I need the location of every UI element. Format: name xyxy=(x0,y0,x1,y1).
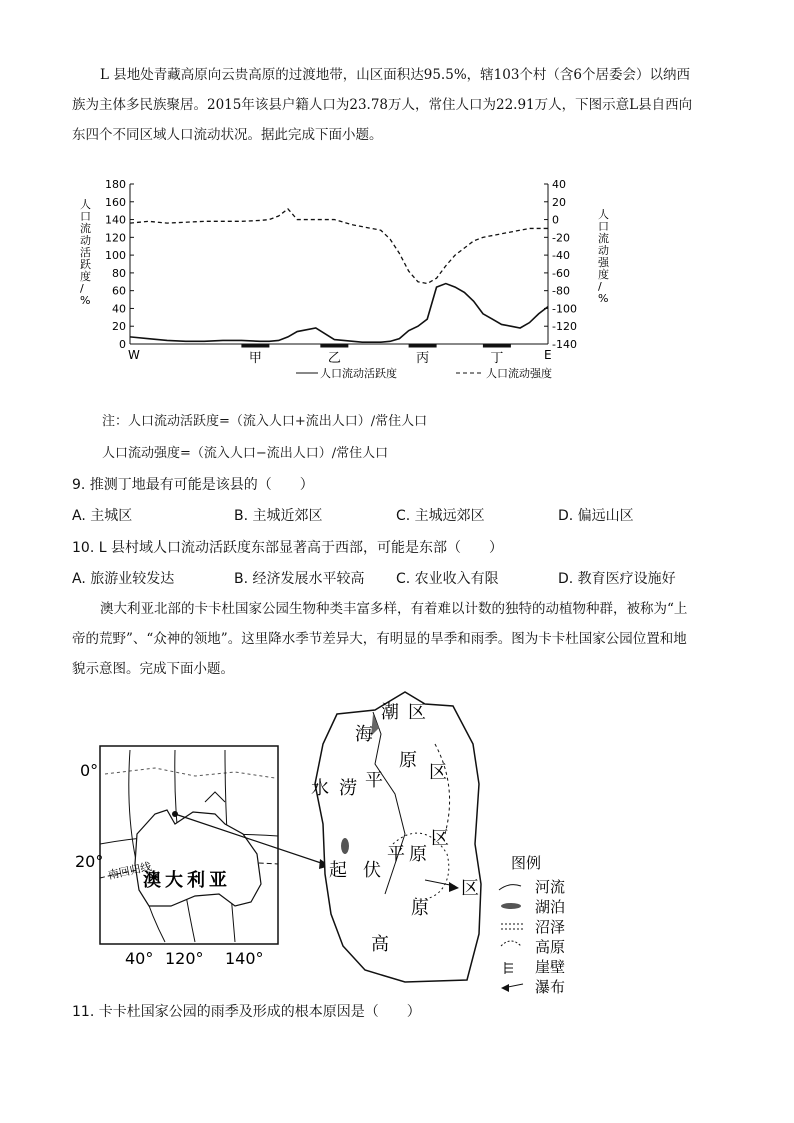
legend-dashed-label: 人口流动强度 xyxy=(486,367,552,380)
intro1-line1: L 县地处青藏高原向云贵高原的过渡地带，山区面积达95.5%，辖103个村（含6个居委会）以纳西 xyxy=(100,67,690,83)
left-tick-label: 80 xyxy=(112,266,126,280)
map-region-label: 原 xyxy=(411,898,429,919)
activity-line xyxy=(130,284,548,343)
intensity-line xyxy=(130,209,548,284)
left-tick-label: 180 xyxy=(105,178,126,191)
region-label: 甲 xyxy=(248,351,262,366)
intro-paragraph-1 xyxy=(72,60,732,150)
lon-140-label: 140° xyxy=(225,949,264,968)
right-tick-label: -100 xyxy=(552,302,577,316)
note-2: 人口流动强度=（流入人口−流出人口）/常住人口 xyxy=(102,446,389,461)
q9-option-b[interactable]: B. 主城近郊区 xyxy=(234,508,323,524)
right-tick-label: 40 xyxy=(552,178,566,191)
map-region-label: 平 xyxy=(387,844,405,865)
q9-option-c[interactable]: C. 主城远郊区 xyxy=(396,508,485,524)
right-tick-label: -80 xyxy=(552,284,570,298)
right-axis-label: 人口流动强度/ % xyxy=(598,208,609,305)
tropic-label: 南回归线 xyxy=(106,860,153,882)
lon-40-label: 40° xyxy=(125,949,154,968)
waterfall-icon xyxy=(501,984,523,992)
map-region-label: 起 xyxy=(329,860,347,881)
intro1-line3: 东四个不同区域人口流动状况。据此完成下面小题。 xyxy=(72,127,383,143)
legend-plateau: 高原 xyxy=(535,938,566,956)
q10-option-c[interactable]: C. 农业收入有限 xyxy=(396,571,499,587)
intro1-line2: 族为主体多民族聚居。2015年该县户籍人口为23.78万人，常住人口为22.91万人，下图示意L县自西向 xyxy=(72,97,693,113)
map-region-label: 区 xyxy=(429,762,447,783)
legend-lake: 湖泊 xyxy=(535,898,566,916)
note-1: 注：人口流动活跃度=（流入人口+流出人口）/常住人口 xyxy=(102,414,428,429)
left-tick-label: 0 xyxy=(119,338,126,351)
map-region-label: 区 xyxy=(431,828,449,849)
map-region-label: 潮 xyxy=(381,702,399,723)
left-tick-label: 160 xyxy=(105,195,126,209)
right-tick-label: -140 xyxy=(552,338,577,351)
intro2-line2: 帝的荒野”、“众神的领地”。这里降水季节差异大，有明显的旱季和雨季。图为卡卡杜国家公园位置和地 xyxy=(72,631,687,647)
map-region-label: 海 xyxy=(355,724,373,745)
legend-river: 河流 xyxy=(535,878,566,896)
legend-swamp: 沼泽 xyxy=(535,918,566,936)
lat-0-label: 0° xyxy=(80,761,99,780)
intro-paragraph-2 xyxy=(72,594,732,684)
map-region-label: 平 xyxy=(365,770,383,791)
q10-option-b[interactable]: B. 经济发展水平较高 xyxy=(234,571,365,587)
population-flow-chart xyxy=(70,172,630,387)
left-tick-label: 40 xyxy=(112,302,126,316)
right-tick-label: 0 xyxy=(552,213,559,227)
legend-title: 图例 xyxy=(511,854,542,872)
lake-icon xyxy=(501,903,521,909)
q10-option-a[interactable]: A. 旅游业较发达 xyxy=(72,571,175,587)
intro2-line1: 澳大利亚北部的卡卡杜国家公园生物种类丰富多样，有着难以计数的独特的动植物种群，被称为“上 xyxy=(100,601,688,617)
q9-option-d[interactable]: D. 偏远山区 xyxy=(558,508,634,524)
left-axis-label: 人口流动活跃度/ % xyxy=(80,198,91,307)
lon-120-label: 120° xyxy=(165,949,204,968)
map-legend xyxy=(499,854,565,994)
left-tick-label: 100 xyxy=(105,249,126,263)
australia-label: 澳大利亚 xyxy=(143,870,231,891)
legend-waterfall: 瀑布 xyxy=(535,978,566,994)
map-region-label: 伏 xyxy=(363,860,381,881)
map-region-label: 原 xyxy=(409,844,427,865)
map-region-label: 水 xyxy=(311,778,329,799)
left-tick-label: 120 xyxy=(105,231,126,245)
legend-solid-label: 人口流动活跃度 xyxy=(320,367,397,380)
question-9: 9. 推测丁地最有可能是该县的（ ） xyxy=(72,477,314,493)
cliff-icon xyxy=(505,962,513,974)
q9-option-a[interactable]: A. 主城区 xyxy=(72,508,133,524)
region-label: 丁 xyxy=(490,351,504,366)
right-tick-label: -60 xyxy=(552,266,570,280)
left-tick-label: 20 xyxy=(112,320,126,334)
swamp-icon xyxy=(501,924,523,929)
x-end-label: E xyxy=(544,348,552,362)
x-start-label: W xyxy=(128,348,140,362)
map-region-label: 区 xyxy=(408,702,426,723)
river-icon xyxy=(499,885,521,890)
question-10: 10. L 县村域人口流动活跃度东部显著高于西部，可能是东部（ ） xyxy=(72,540,503,556)
right-tick-label: -120 xyxy=(552,320,577,334)
map-region-label: 原 xyxy=(399,750,417,771)
map-region-label: 涝 xyxy=(339,778,357,799)
intro2-line3: 貌示意图。完成下面小题。 xyxy=(72,661,234,677)
map-region-label: 高 xyxy=(371,934,389,955)
kakadu-map-figure xyxy=(75,684,615,994)
inset-map xyxy=(75,746,330,968)
left-tick-label: 140 xyxy=(105,213,126,227)
map-region-label: 区 xyxy=(461,878,479,899)
lat-20-label: 20° xyxy=(75,852,104,871)
plateau-icon xyxy=(501,941,521,946)
right-tick-label: 20 xyxy=(552,195,566,209)
region-label: 丙 xyxy=(416,351,430,366)
right-tick-label: -40 xyxy=(552,249,570,263)
region-label: 乙 xyxy=(327,351,341,366)
q10-option-d[interactable]: D. 教育医疗设施好 xyxy=(558,571,676,587)
question-11: 11. 卡卡杜国家公园的雨季及形成的根本原因是（ ） xyxy=(72,1004,421,1020)
legend-cliff: 崖壁 xyxy=(535,958,566,976)
left-tick-label: 60 xyxy=(112,284,126,298)
park-map xyxy=(311,692,481,982)
right-tick-label: -20 xyxy=(552,231,570,245)
